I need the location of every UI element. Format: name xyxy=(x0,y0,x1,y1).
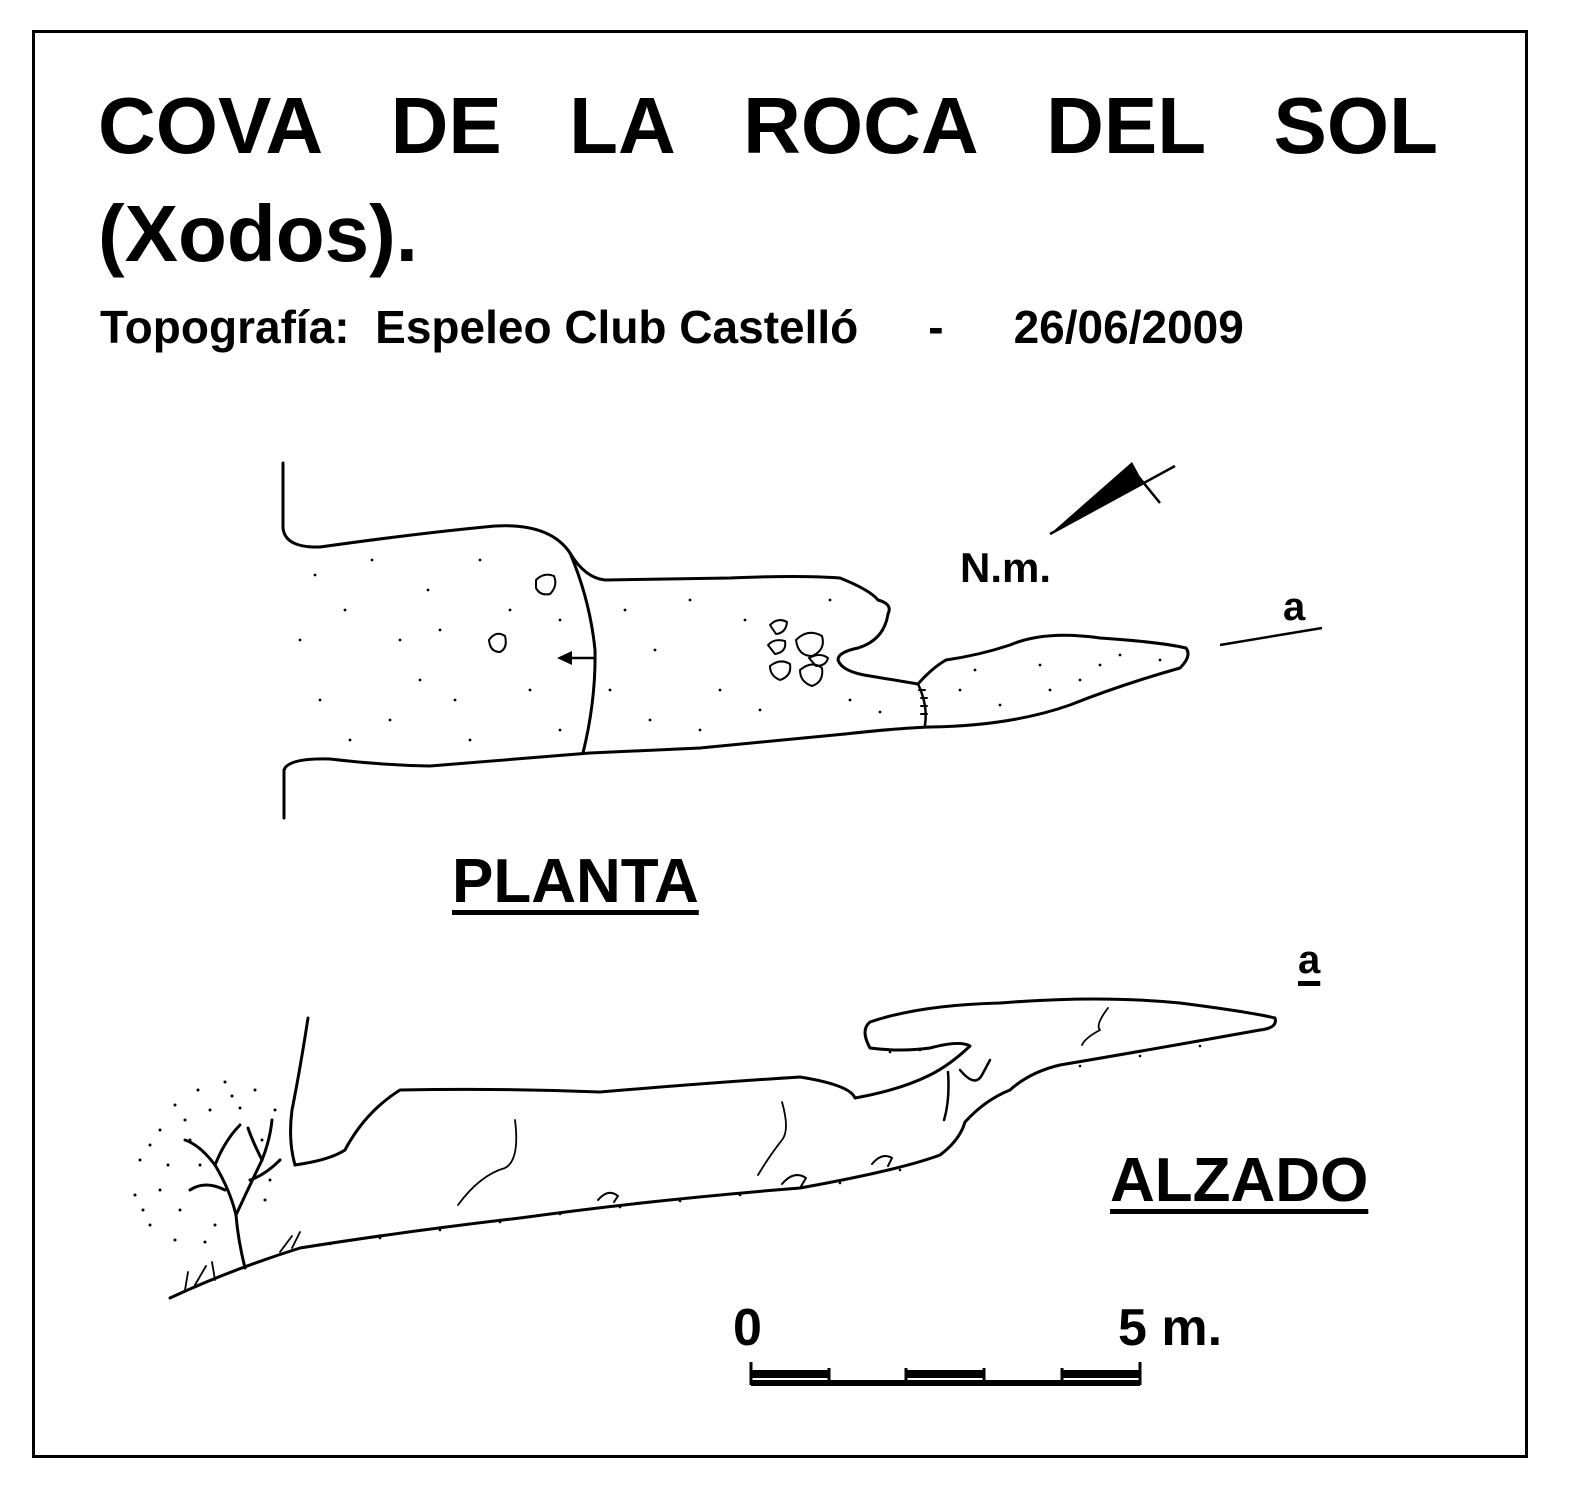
elevation-fissure xyxy=(944,1072,949,1120)
plan-view xyxy=(283,463,1188,818)
title-word: DEL xyxy=(1046,81,1207,170)
plan-drop-line xyxy=(570,553,595,753)
elevation-rock xyxy=(598,1193,618,1202)
elevation-floor-stipple xyxy=(329,1045,1202,1246)
plan-block xyxy=(489,634,506,652)
plan-section-line xyxy=(1220,628,1322,645)
title-word: COVA xyxy=(98,81,324,170)
elevation-crack xyxy=(758,1102,786,1175)
plan-slope-arrowhead xyxy=(557,651,572,665)
credit-separator: - xyxy=(928,301,944,353)
plan-block xyxy=(536,575,555,595)
elevation-crack xyxy=(1082,1008,1108,1045)
plan-section-marker: a xyxy=(1283,585,1306,629)
plan-entrance-wall-bottom xyxy=(284,753,590,818)
scale-end-label: 5 m. xyxy=(1118,1299,1223,1357)
title-word: SOL xyxy=(1273,81,1438,170)
elevation-ceiling xyxy=(295,999,1275,1165)
plan-label: PLANTA xyxy=(452,847,699,916)
scale-start-label: 0 xyxy=(733,1299,762,1357)
plan-gallery-wall-bottom xyxy=(590,727,930,753)
tree-icon xyxy=(134,1081,301,1291)
elevation-crack xyxy=(458,1120,516,1205)
elevation-label: ALZADO xyxy=(1110,1146,1369,1215)
elevation-rock xyxy=(872,1156,892,1166)
elevation-section-marker: a xyxy=(1298,938,1321,982)
plan-entrance-wall-top xyxy=(283,463,570,553)
plan-boulder-cluster xyxy=(768,620,828,686)
credit-author: Espeleo Club Castelló xyxy=(375,301,859,353)
title-line-2: (Xodos). xyxy=(98,189,418,278)
elevation-floor xyxy=(170,1030,1260,1298)
credit-date: 26/06/2009 xyxy=(1013,301,1244,353)
north-arrow-icon xyxy=(1050,462,1175,534)
elevation-cliff xyxy=(291,1018,308,1165)
plan-passage-outline xyxy=(918,635,1188,727)
scale-bar xyxy=(751,1362,1140,1385)
title-word: ROCA xyxy=(743,81,979,170)
elevation-fissure xyxy=(960,1060,990,1080)
title-word: DE xyxy=(390,81,502,170)
north-label: N.m. xyxy=(960,544,1052,591)
title-word: LA xyxy=(569,81,676,170)
credit-prefix: Topografía: xyxy=(100,301,350,353)
plan-gallery-wall-top xyxy=(570,553,918,684)
